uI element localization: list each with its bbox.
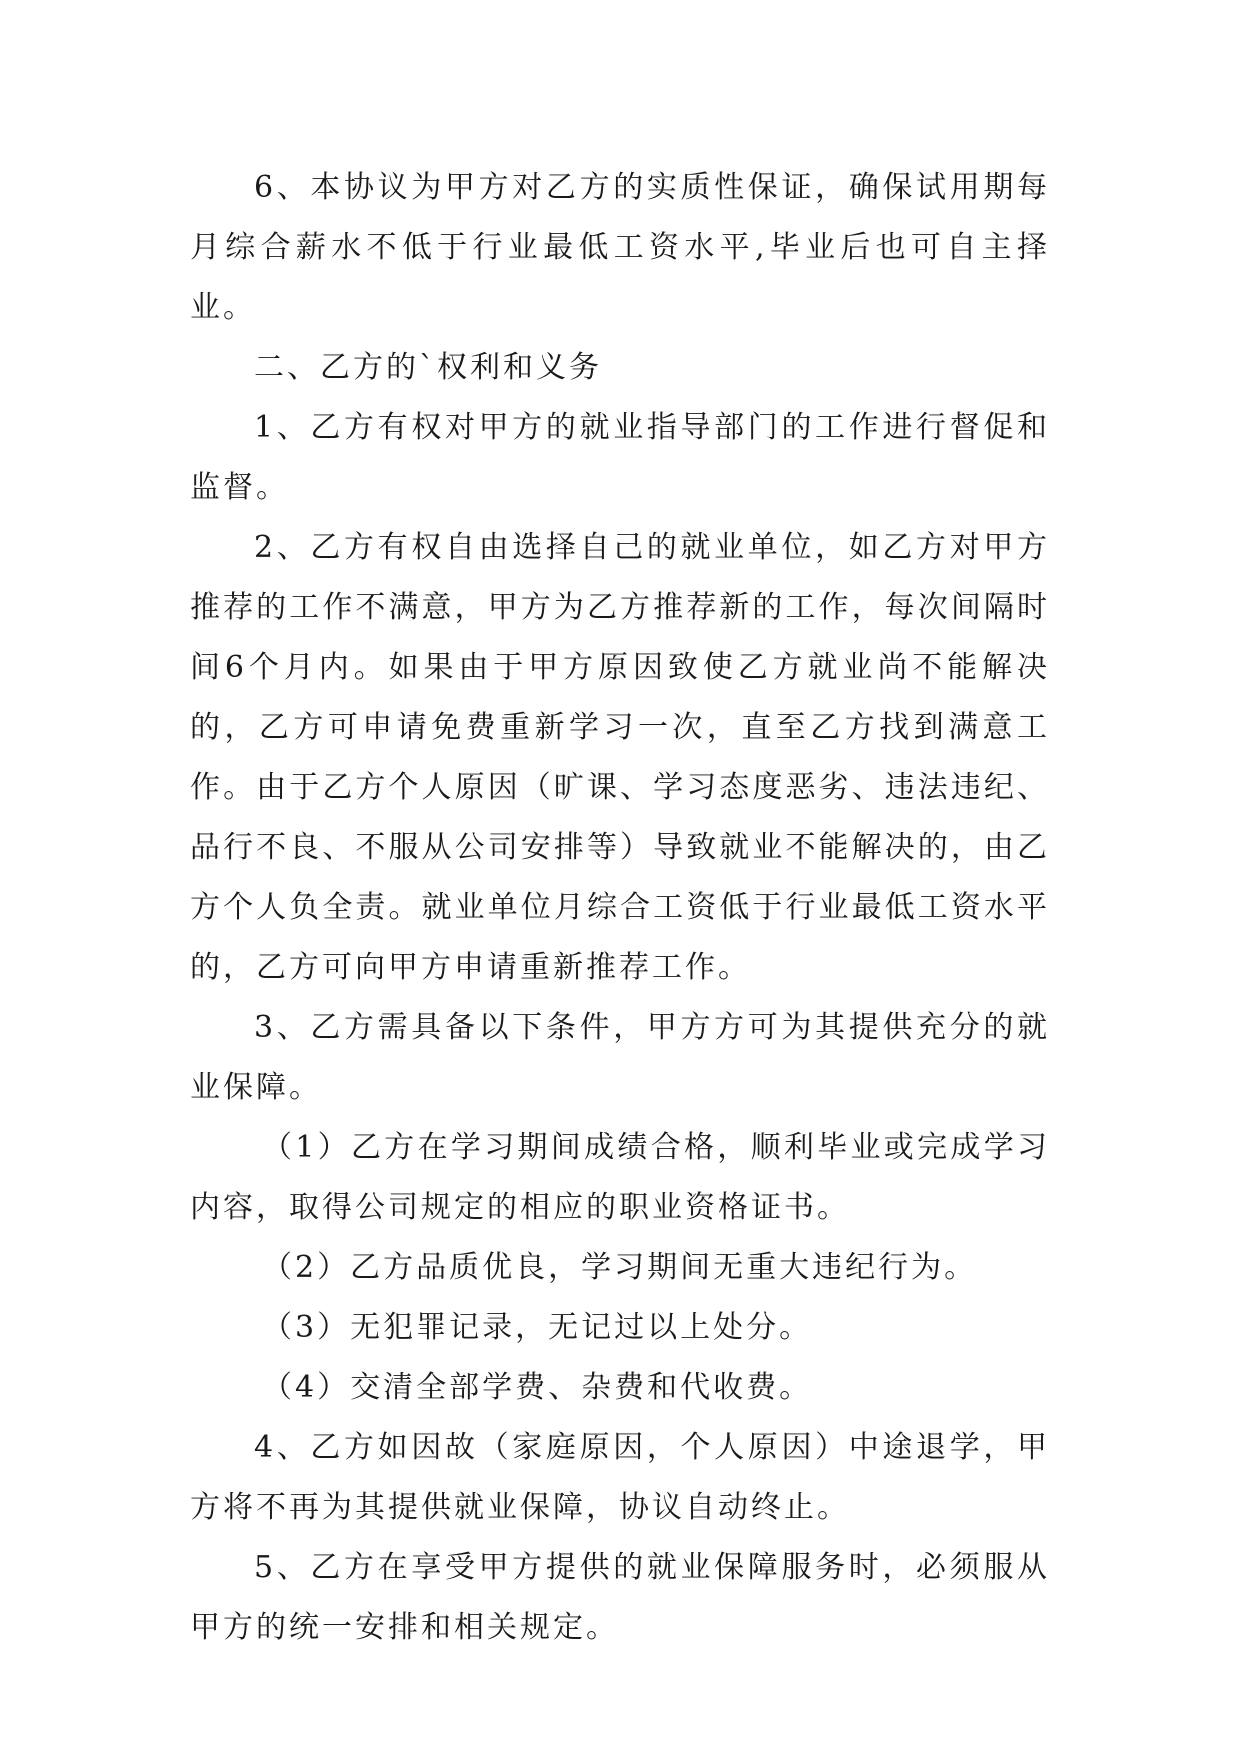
document-body xyxy=(190,158,1050,1658)
section-heading-party-b-rights: 二、乙方的`权利和义务 xyxy=(254,350,602,385)
paragraph-right-4-withdrawal: 4、乙方如因故（家庭原因，个人原因）中途退学，甲方将不再为其提供就业保障，协议自动终止。 xyxy=(190,1430,1050,1525)
paragraph-right-2-employment-choice: 2、乙方有权自由选择自己的就业单位，如乙方对甲方推荐的工作不满意，甲方为乙方推荐新的工作，每次间隔时间6个月内。如果由于甲方原因致使乙方就业尚不能解决的，乙方可申请免费重新学习一次，直至乙方找到满意工作。由于乙方个人原因（旷课、学习态度恶劣、违法违纪、品行不良、不服从公司安排等）导致就业不能解决的，由乙方个人负全责。就业单位月综合工资低于行业最低工资水平的，乙方可向甲方申请重新推荐工作。 xyxy=(190,530,1050,985)
paragraph-right-5-compliance: 5、乙方在享受甲方提供的就业保障服务时，必须服从甲方的统一安排和相关规定。 xyxy=(190,1550,1050,1645)
condition-item-4: （4）交清全部学费、杂费和代收费。 xyxy=(262,1370,813,1405)
paragraph-right-3-conditions: 3、乙方需具备以下条件，甲方方可为其提供充分的就业保障。 xyxy=(190,1010,1050,1105)
paragraph-right-1-supervision: 1、乙方有权对甲方的就业指导部门的工作进行督促和监督。 xyxy=(190,410,1050,505)
paragraph-item-6-guarantee: 6、本协议为甲方对乙方的实质性保证，确保试用期每月综合薪水不低于行业最低工资水平,毕业后也可自主择业。 xyxy=(190,170,1050,325)
condition-item-3: （3）无犯罪记录，无记过以上处分。 xyxy=(262,1310,813,1345)
condition-item-2: （2）乙方品质优良，学习期间无重大违纪行为。 xyxy=(262,1250,978,1285)
condition-item-1: （1）乙方在学习期间成绩合格，顺利毕业或完成学习内容，取得公司规定的相应的职业资格证书。 xyxy=(190,1130,1050,1225)
